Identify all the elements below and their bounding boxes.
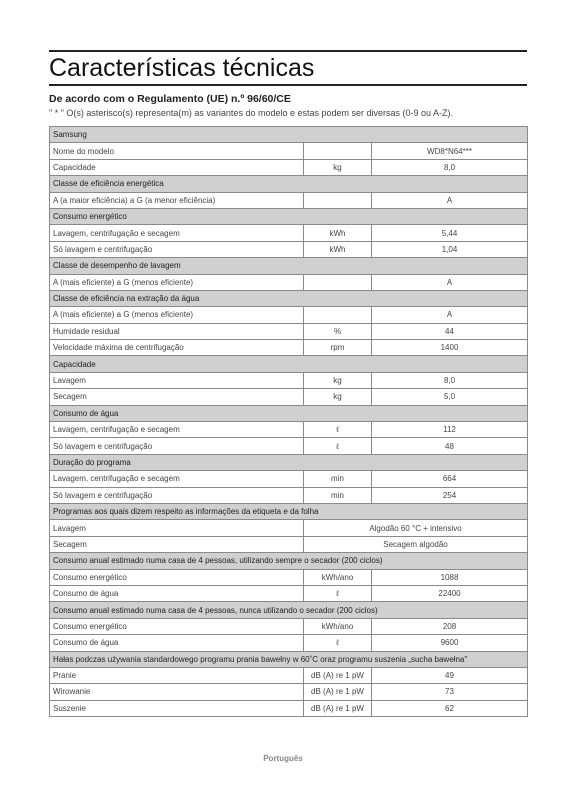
table-row <box>50 684 528 700</box>
row-unit: kg <box>304 389 372 405</box>
row-unit: rpm <box>304 340 372 356</box>
table-row <box>50 487 528 503</box>
table-row <box>50 340 528 356</box>
row-label: Lavagem, centrifugação e secagem <box>50 422 304 438</box>
section-header-row <box>50 602 528 618</box>
section-header-label: Duração do programa <box>50 454 528 470</box>
row-label: Consumo energético <box>50 569 304 585</box>
row-value: 1088 <box>372 569 528 585</box>
row-unit: kWh <box>304 225 372 241</box>
specifications-table <box>49 126 528 717</box>
table-row <box>50 667 528 683</box>
row-label: Consumo de água <box>50 635 304 651</box>
section-header-label: Hałas podczas używania standardowego programu prania bawełny w 60˚C oraz programu suszenia „sucha bawełna" <box>50 651 528 667</box>
row-unit: kWh <box>304 241 372 257</box>
table-row <box>50 422 528 438</box>
row-value: 112 <box>372 422 528 438</box>
row-label: Lavagem <box>50 520 304 536</box>
table-row <box>50 274 528 290</box>
row-value: 664 <box>372 471 528 487</box>
section-header-label: Consumo anual estimado numa casa de 4 pessoas, utilizando sempre o secador (200 ciclos) <box>50 553 528 569</box>
row-value: Algodão 60 °C + intensivo <box>304 520 528 536</box>
row-unit: kWh/ano <box>304 618 372 634</box>
row-label: Velocidade máxima de centrifugação <box>50 340 304 356</box>
row-value: 1400 <box>372 340 528 356</box>
row-value: WD8*N64*** <box>372 143 528 159</box>
table-row <box>50 225 528 241</box>
row-label: Nome do modelo <box>50 143 304 159</box>
section-header-label: Samsung <box>50 127 528 143</box>
title-divider <box>49 84 527 86</box>
page-title: Características técnicas <box>49 50 527 84</box>
row-label: Só lavagem e centrifugação <box>50 487 304 503</box>
row-label: Lavagem, centrifugação e secagem <box>50 225 304 241</box>
row-label: Lavagem, centrifugação e secagem <box>50 471 304 487</box>
row-unit: ℓ <box>304 438 372 454</box>
section-header-row <box>50 127 528 143</box>
row-value: 48 <box>372 438 528 454</box>
row-value: 254 <box>372 487 528 503</box>
row-value: 22400 <box>372 585 528 601</box>
table-row <box>50 192 528 208</box>
row-unit: kg <box>304 372 372 388</box>
section-header-row <box>50 208 528 224</box>
section-header-row <box>50 258 528 274</box>
row-label: Consumo de água <box>50 585 304 601</box>
row-unit <box>304 192 372 208</box>
row-value: 9600 <box>372 635 528 651</box>
row-unit: dB (A) re 1 pW <box>304 700 372 716</box>
table-row <box>50 569 528 585</box>
row-unit: % <box>304 323 372 339</box>
section-header-label: Consumo anual estimado numa casa de 4 pessoas, nunca utilizando o secador (200 ciclos) <box>50 602 528 618</box>
row-label: Só lavagem e centrifugação <box>50 438 304 454</box>
row-label: Wirowanie <box>50 684 304 700</box>
row-label: Consumo energético <box>50 618 304 634</box>
row-label: Suszenie <box>50 700 304 716</box>
row-label: A (mais eficiente) a G (menos eficiente) <box>50 274 304 290</box>
table-row <box>50 585 528 601</box>
section-header-row <box>50 405 528 421</box>
table-row <box>50 143 528 159</box>
section-header-label: Consumo de água <box>50 405 528 421</box>
section-header-label: Classe de desempenho de lavagem <box>50 258 528 274</box>
table-row <box>50 471 528 487</box>
row-label: Pranie <box>50 667 304 683</box>
table-row <box>50 323 528 339</box>
table-row <box>50 536 528 552</box>
row-value: 208 <box>372 618 528 634</box>
section-header-row <box>50 176 528 192</box>
row-value: 5,44 <box>372 225 528 241</box>
row-unit <box>304 307 372 323</box>
language-footer: Português <box>263 754 303 763</box>
section-header-row <box>50 356 528 372</box>
section-header-label: Classe de eficiência energética <box>50 176 528 192</box>
section-header-row <box>50 553 528 569</box>
section-header-label: Capacidade <box>50 356 528 372</box>
row-label: Secagem <box>50 536 304 552</box>
row-value: 62 <box>372 700 528 716</box>
row-label: Lavagem <box>50 372 304 388</box>
row-value: Secagem algodão <box>304 536 528 552</box>
section-header-label: Consumo energético <box>50 208 528 224</box>
row-unit: kg <box>304 159 372 175</box>
regulation-subtitle: De acordo com o Regulamento (UE) n.º 96/60/CE <box>49 93 291 105</box>
row-unit: ℓ <box>304 422 372 438</box>
row-unit: min <box>304 471 372 487</box>
row-value: A <box>372 192 528 208</box>
row-unit: min <box>304 487 372 503</box>
table-row <box>50 520 528 536</box>
row-value: 44 <box>372 323 528 339</box>
row-unit: dB (A) re 1 pW <box>304 667 372 683</box>
section-header-label: Programas aos quais dizem respeito as informações da etiqueta e da folha <box>50 503 528 519</box>
section-header-row <box>50 290 528 306</box>
row-label: Humidade residual <box>50 323 304 339</box>
row-value: 5,0 <box>372 389 528 405</box>
row-label: Capacidade <box>50 159 304 175</box>
section-header-row <box>50 651 528 667</box>
table-row <box>50 372 528 388</box>
row-unit: ℓ <box>304 585 372 601</box>
table-row <box>50 618 528 634</box>
row-value: A <box>372 307 528 323</box>
row-unit <box>304 143 372 159</box>
row-value: 8,0 <box>372 372 528 388</box>
row-unit: kWh/ano <box>304 569 372 585</box>
table-row <box>50 700 528 716</box>
table-row <box>50 241 528 257</box>
row-value: 49 <box>372 667 528 683</box>
row-value: 8,0 <box>372 159 528 175</box>
row-value: 1,04 <box>372 241 528 257</box>
table-row <box>50 389 528 405</box>
table-row <box>50 635 528 651</box>
row-value: A <box>372 274 528 290</box>
row-label: Secagem <box>50 389 304 405</box>
table-row <box>50 159 528 175</box>
row-unit <box>304 274 372 290</box>
row-label: A (mais eficiente) a G (menos eficiente) <box>50 307 304 323</box>
table-row <box>50 307 528 323</box>
asterisk-note: " * " O(s) asterisco(s) representa(m) as variantes do modelo e estas podem ser diversas (0-9 ou A-Z). <box>49 108 454 118</box>
section-header-label: Classe de eficiência na extração da água <box>50 290 528 306</box>
row-label: A (a maior eficiência) a G (a menor eficiência) <box>50 192 304 208</box>
section-header-row <box>50 503 528 519</box>
row-unit: ℓ <box>304 635 372 651</box>
table-row <box>50 438 528 454</box>
section-header-row <box>50 454 528 470</box>
row-value: 73 <box>372 684 528 700</box>
row-unit: dB (A) re 1 pW <box>304 684 372 700</box>
row-label: Só lavagem e centrifugação <box>50 241 304 257</box>
